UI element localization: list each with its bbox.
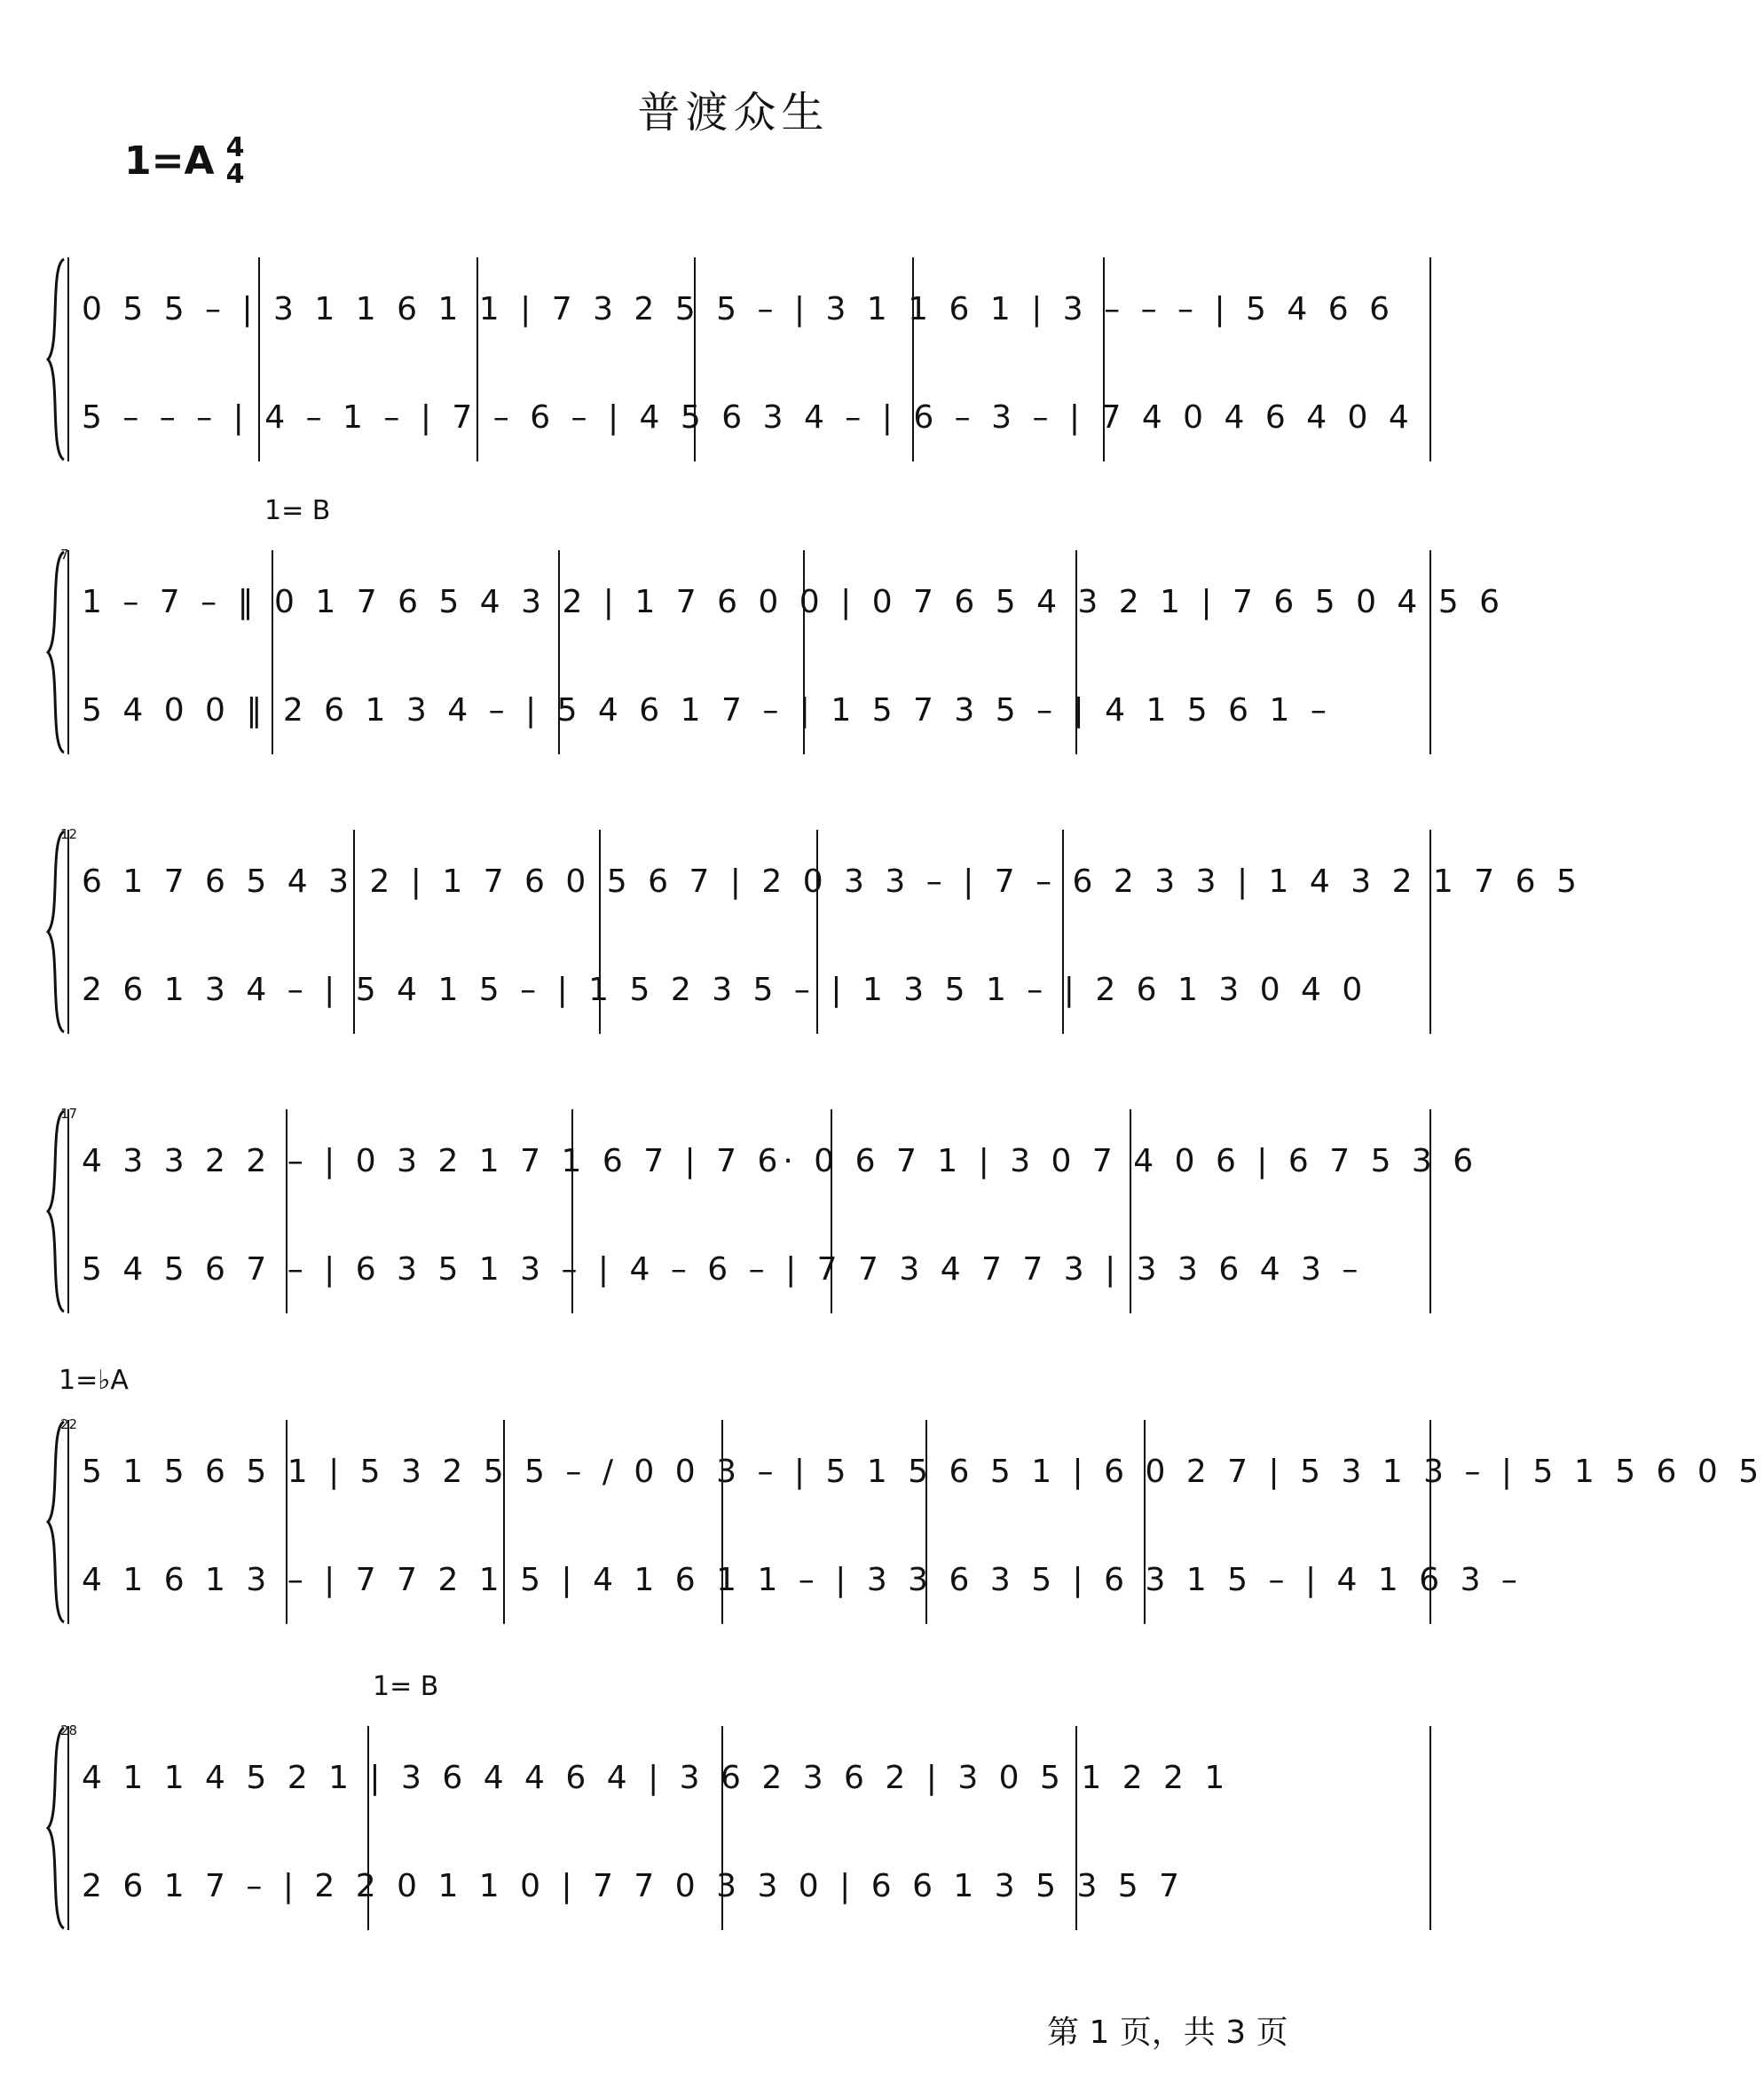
page-title: 普渡众生 bbox=[637, 88, 830, 138]
system-brace bbox=[44, 550, 67, 754]
score-system bbox=[44, 257, 1433, 461]
barline-start bbox=[67, 1726, 69, 1930]
system-brace bbox=[44, 1420, 67, 1624]
time-signature bbox=[225, 132, 245, 190]
time-numerator: 4 bbox=[225, 132, 245, 163]
score-system bbox=[44, 826, 1582, 1034]
lower-staff: 4 1 6 1 3 – | 7 7 2 1 5 | 4 1 6 1 1 – | 3 3 6 3 5 | 6 3 1 5 – | 4 1 6 3 – bbox=[82, 1562, 1523, 1598]
key-signature bbox=[124, 132, 245, 206]
upper-staff: 1 – 7 – ‖ 0 1 7 6 5 4 3 2 | 1 7 6 0 0 | 0 7 6 5 4 3 2 1 | 7 6 5 0 4 5 6 bbox=[82, 584, 1506, 620]
measure-number: 22 bbox=[60, 1416, 78, 1432]
system-brace bbox=[44, 1726, 67, 1930]
barline bbox=[1429, 830, 1431, 1034]
key-change-label: 1=♭A bbox=[59, 1365, 129, 1396]
key-change-label: 1= B bbox=[373, 1671, 439, 1702]
barline-start bbox=[67, 257, 69, 461]
upper-staff: 5 1 5 6 5 1 | 5 3 2 5 5 – / 0 0 3 – | 5 1 5 6 5 1 | 6 0 2 7 | 5 3 1 3 – | 5 1 5 6 0 5 bbox=[82, 1454, 1764, 1490]
time-denominator: 4 bbox=[225, 159, 245, 190]
lower-staff: 5 – – – | 4 – 1 – | 7 – 6 – | 4 5 6 3 4 – | 6 – 3 – | 7 4 0 4 6 4 0 4 bbox=[82, 399, 1414, 436]
barline bbox=[1429, 1726, 1431, 1930]
barline-start bbox=[67, 1109, 69, 1313]
barline-start bbox=[67, 1420, 69, 1624]
lower-staff: 5 4 5 6 7 – | 6 3 5 1 3 – | 4 – 6 – | 7 7 3 4 7 7 3 | 3 3 6 4 3 – bbox=[82, 1251, 1364, 1288]
lower-staff: 2 6 1 3 4 – | 5 4 1 5 – | 1 5 2 3 5 – | 1 3 5 1 – | 2 6 1 3 0 4 0 bbox=[82, 972, 1368, 1008]
score-system bbox=[44, 495, 1506, 754]
score-system bbox=[44, 1106, 1479, 1313]
barline-start bbox=[67, 550, 69, 754]
measure-number: 7 bbox=[60, 547, 69, 563]
system-brace bbox=[44, 257, 67, 461]
lower-staff: 2 6 1 7 – | 2 2 0 1 1 0 | 7 7 0 3 3 0 | 6 6 1 3 5 3 5 7 bbox=[82, 1868, 1185, 1904]
upper-staff: 0 5 5 – | 3 1 1 6 1 1 | 7 3 2 5 5 – | 3 1 1 6 1 | 3 – – – | 5 4 6 6 bbox=[82, 291, 1395, 327]
barline-start bbox=[67, 830, 69, 1034]
lower-staff: 5 4 0 0 ‖ 2 6 1 3 4 – | 5 4 6 1 7 – | 1 5 7 3 5 – | 4 1 5 6 1 – bbox=[82, 692, 1332, 729]
measure-number: 28 bbox=[60, 1722, 78, 1738]
score-system bbox=[44, 1671, 1433, 1930]
barline bbox=[1429, 1109, 1431, 1313]
upper-staff: 4 3 3 2 2 – | 0 3 2 1 7 1 6 7 | 7 6· 0 6 7 1 | 3 0 7 4 0 6 | 6 7 5 3 6 bbox=[82, 1143, 1479, 1179]
page-footer: 第 1 页，共 3 页 bbox=[1047, 2014, 1288, 2051]
barline bbox=[1429, 257, 1431, 461]
key-change-label: 1= B bbox=[264, 495, 331, 526]
measure-number: 12 bbox=[60, 826, 78, 842]
measure-number: 17 bbox=[60, 1106, 78, 1122]
upper-staff: 6 1 7 6 5 4 3 2 | 1 7 6 0 5 6 7 | 2 0 3 3 – | 7 – 6 2 3 3 | 1 4 3 2 1 7 6 5 bbox=[82, 863, 1582, 900]
key-label: 1=A bbox=[124, 138, 215, 184]
system-brace bbox=[44, 830, 67, 1034]
upper-staff: 4 1 1 4 5 2 1 | 3 6 4 4 6 4 | 3 6 2 3 6 2 | 3 0 5 1 2 2 1 bbox=[82, 1760, 1231, 1796]
system-brace bbox=[44, 1109, 67, 1313]
barline bbox=[1429, 550, 1431, 754]
score-system bbox=[44, 1365, 1764, 1624]
